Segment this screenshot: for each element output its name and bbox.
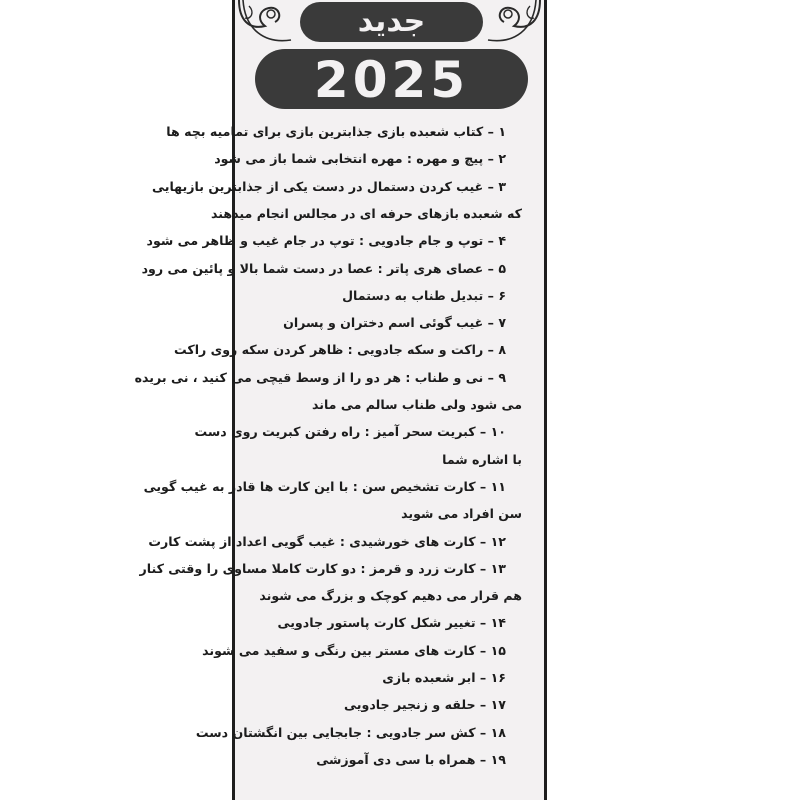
list-item-number: ۱۷ — [490, 697, 506, 713]
list-item-number: ۱ — [498, 124, 506, 139]
list-item-continuation — [235, 500, 544, 527]
list-item-number: ۸ — [498, 342, 506, 358]
list-item: ۱۵ – کارت های مستر بین رنگی و سفید می شوند — [202, 642, 506, 658]
corner-ornament-icon — [235, 0, 295, 52]
list-item: ۱۸ – کش سر جادویی : جابجایی بین انگشتان دست — [195, 724, 506, 740]
list-item-number: ۳ — [498, 178, 506, 194]
list-item-number: ۶ — [498, 287, 506, 303]
list-item: ۱۳ – کارت زرد و قرمز : دو کارت کاملا مساوی را وقتی کنار — [139, 560, 506, 576]
list-item-number: ۱۹ — [490, 751, 506, 767]
list-item-number: ۱۱ — [490, 478, 506, 494]
list-item-text: توپ و جام جادویی : توپ در جام غیب و ظاهر می شود — [146, 233, 484, 249]
list-item-text: غیب کردن دستمال در دست یکی از جذابترین بازیهایی — [151, 178, 484, 194]
list-item: ۱۱ – کارت تشخیص سن : با این کارت ها قادر به غیب گویی — [143, 478, 506, 494]
list-item-number: ۱۳ — [490, 560, 506, 576]
list-item-text: تبدیل طناب به دستمال — [342, 287, 484, 303]
list-item-text: سن افراد می شوید — [401, 506, 522, 522]
list-item: ۹ – نی و طناب : هر دو را از وسط قیچی می کنید ، نی بریده — [134, 369, 506, 385]
list-item-text: تغییر شکل کارت پاستور جادویی — [277, 615, 476, 631]
list-item: ۷ – غیب گوئی اسم دختران و پسران — [283, 315, 506, 331]
corner-ornament-icon — [484, 0, 544, 52]
list-item-number: ۷ — [498, 315, 506, 331]
list-item-number: ۱۰ — [490, 424, 506, 440]
list-item-number: ۱۸ — [490, 724, 506, 740]
list-item: ۱۷ – حلقه و زنجیر جادویی — [344, 697, 506, 713]
list-item-text: کش سر جادویی : جابجایی بین انگشتان دست — [195, 724, 476, 740]
list-item-text: کارت تشخیص سن : با این کارت ها قادر به غیب گویی — [143, 478, 476, 494]
list-item-text: غیب گوئی اسم دختران و پسران — [283, 315, 484, 331]
list-item-text: با اشاره شما — [442, 451, 522, 467]
list-item-continuation — [235, 582, 544, 609]
list-item-text: همراه با سی دی آموزشی — [316, 751, 476, 767]
list-item: ۱۹ – همراه با سی دی آموزشی — [316, 751, 506, 767]
list-item: ۱۲ – کارت های خورشیدی : غیب گویی اعداد از پشت کارت — [148, 533, 506, 549]
list-item-number: ۱۶ — [490, 670, 506, 685]
list-item-text: کارت های خورشیدی : غیب گویی اعداد از پشت کارت — [148, 533, 476, 549]
list-item-text: حلقه و زنجیر جادویی — [344, 697, 476, 713]
header-title-badge: جدید — [300, 2, 483, 42]
list-item-continuation — [235, 446, 544, 473]
list-item-continuation — [235, 391, 544, 418]
list-item-number: ۱۴ — [490, 615, 506, 631]
list-item-text: نی و طناب : هر دو را از وسط قیچی می کنید ، نی بریده — [134, 369, 484, 385]
list-item: ۸ – راکت و سکه جادویی : ظاهر کردن سکه روی راکت — [174, 342, 506, 358]
list-item: ۵ – عصای هری پاتر : عصا در دست شما بالا و پائین می رود — [141, 260, 506, 276]
list-item-number: ۹ — [498, 369, 506, 385]
list-item-text: راکت و سکه جادویی : ظاهر کردن سکه روی راکت — [174, 342, 484, 358]
list-item-text: می شود ولی طناب سالم می ماند — [311, 397, 522, 412]
list-item-text: کارت زرد و قرمز : دو کارت کاملا مساوی را وقتی کنار — [139, 560, 476, 576]
list-item-text: که شعبده بازهای حرفه ای در مجالس انجام میدهند — [210, 205, 522, 221]
list-item-number: ۱۵ — [490, 642, 506, 658]
list-item-text: کتاب شعبده بازی جذابترین بازی برای تمامیه بچه ها — [166, 124, 484, 139]
list-item-number: ۲ — [498, 151, 506, 167]
list-item: ۳ – غیب کردن دستمال در دست یکی از جذابترین بازیهایی — [151, 178, 506, 194]
list-item-text: کبریت سحر آمیز : راه رفتن کبریت روی دست — [194, 424, 476, 440]
list-item-number: ۱۲ — [490, 533, 506, 549]
list-item-continuation — [210, 200, 544, 227]
list-item-text: ابر شعبده بازی — [382, 670, 476, 685]
list-item: ۱۴ – تغییر شکل کارت پاستور جادویی — [277, 615, 506, 631]
list-item-text: پیچ و مهره : مهره انتخابی شما باز می شود — [214, 151, 484, 167]
list-item-text: هم قرار می دهیم کوچک و بزرگ می شوند — [259, 588, 522, 604]
list-item-number: ۵ — [498, 260, 506, 276]
list-item: ۶ – تبدیل طناب به دستمال — [342, 287, 506, 303]
year-badge: 2025 — [255, 49, 528, 109]
list-item: ۲ – پیچ و مهره : مهره انتخابی شما باز می شود — [214, 151, 506, 167]
list-item: ۱ – کتاب شعبده بازی جذابترین بازی برای تمامیه بچه ها — [166, 124, 506, 139]
list-item: ۱۰ – کبریت سحر آمیز : راه رفتن کبریت روی دست — [194, 424, 506, 440]
list-item: ۱۶ – ابر شعبده بازی — [382, 670, 506, 685]
list-item: ۴ – توپ و جام جادویی : توپ در جام غیب و ظاهر می شود — [146, 233, 506, 249]
product-list-card — [134, 0, 547, 800]
list-item-text: عصای هری پاتر : عصا در دست شما بالا و پائین می رود — [141, 260, 484, 276]
list-item-text: کارت های مستر بین رنگی و سفید می شوند — [202, 642, 476, 658]
list-item-number: ۴ — [498, 233, 506, 249]
